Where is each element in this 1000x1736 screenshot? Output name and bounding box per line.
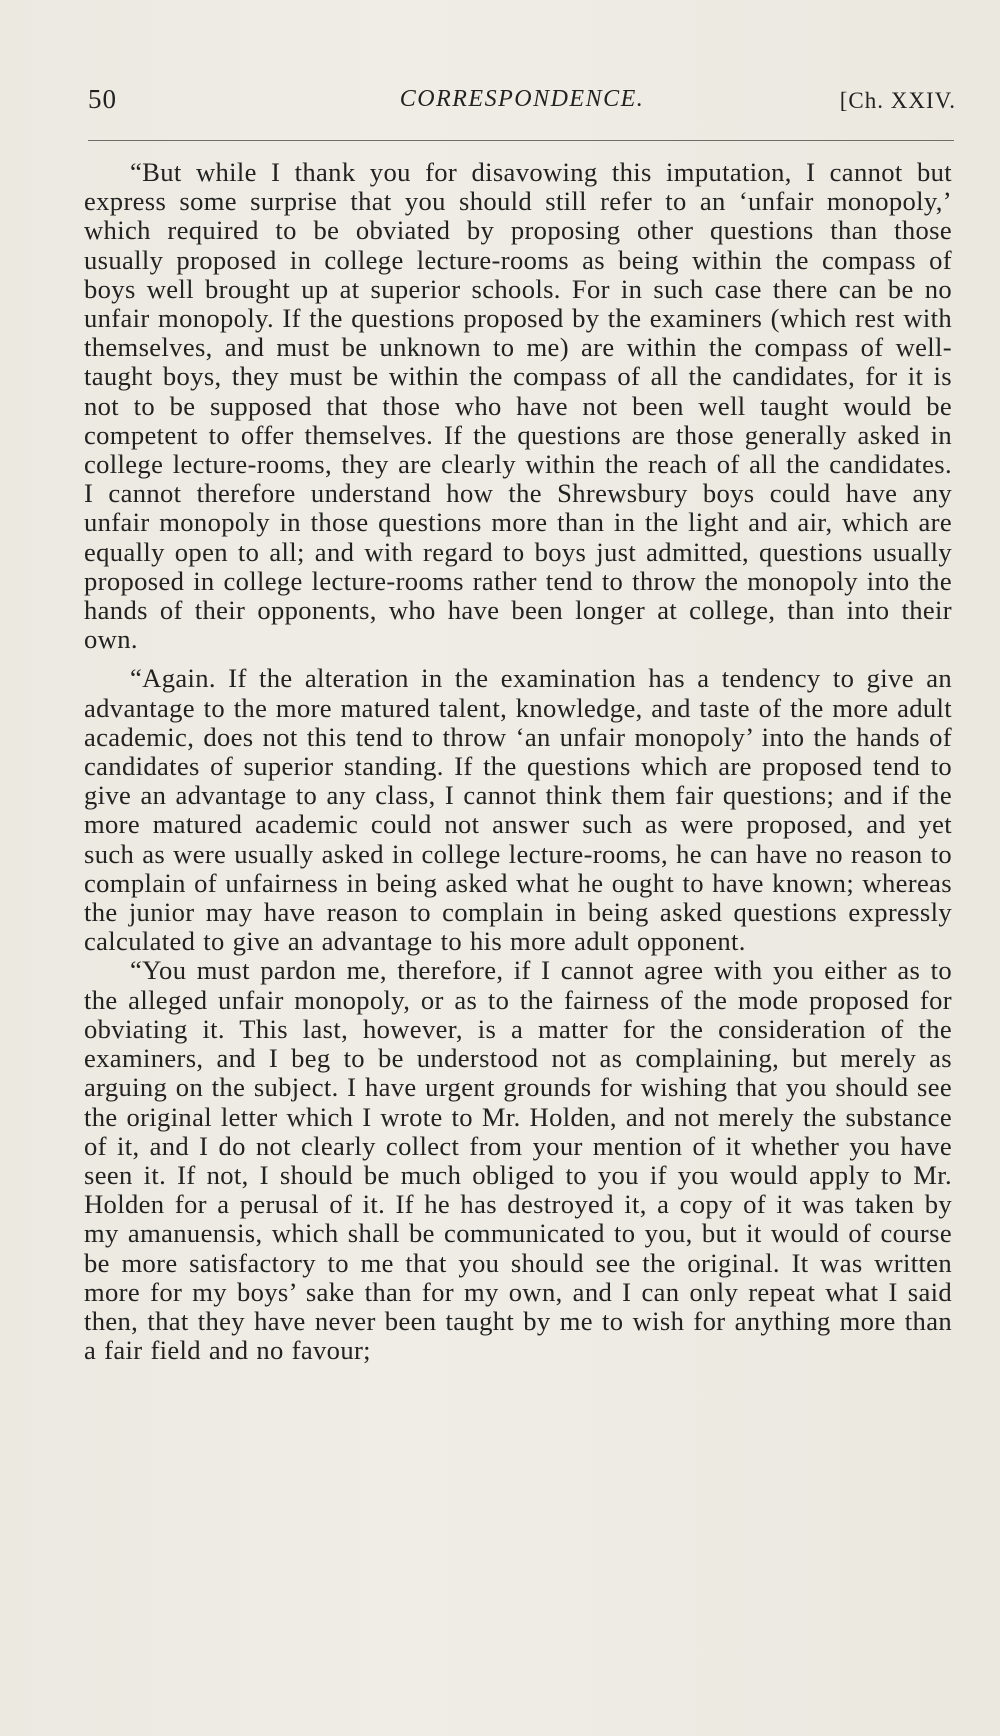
page-number: 50 bbox=[88, 84, 117, 114]
paragraph-3: “You must pardon me, therefore, if I cannot agree with you either as to the alleged unfair monopoly, or as to the fairness of the mode proposed for obviating it. This last, however, is a matter for the consideration of the examiners, and I beg to be understood not as complaining, but merely as arguing on the subject. I have urgent grounds for wishing that you should see the original letter which I wrote to Mr. Holden, and not merely the substance of it, and I do not clearly collect from your mention of it whether you have seen it. If not, I should be much obliged to you if you would apply to Mr. Holden for a perusal of it. If he has destroyed it, a copy of it was taken by my amanuensis, which shall be communicated to you, but it would of course be more satisfactory to me that you should see the original. It was written more for my boys’ sake than for my own, and I can only repeat what I said then, that they have never been taught by me to wish for anything more than a fair field and no favour; bbox=[84, 955, 952, 1366]
body-text bbox=[84, 158, 952, 1365]
paragraph-2: “Again. If the alteration in the examination has a tendency to give an advantage to the more matured talent, knowledge, and taste of the more adult academic, does not this tend to throw ‘an unfair monopoly’ into the hands of candidates of superior standing. If the questions which are proposed tend to give an advantage to any class, I cannot think them fair questions; and if the more matured academic could not answer such as were proposed, and yet such as were usually asked in college lecture-rooms, he can have no reason to complain of unfairness in being asked what he ought to have known; whereas the junior may have reason to complain in being asked questions expressly calculated to give an advantage to his more adult opponent. bbox=[84, 663, 952, 957]
page-header bbox=[88, 84, 956, 124]
chapter-reference: [Ch. XXIV. bbox=[839, 88, 956, 113]
paragraph-1: “But while I thank you for disavowing this imputation, I cannot but express some surprise that you should still refer to an ‘unfair monopoly,’ which required to be obviated by proposing other questions than those usually proposed in college lecture-rooms as being within the compass of boys well brought up at superior schools. For in such case there can be no unfair monopoly. If the questions proposed by the examiners (which rest with themselves, and must be unknown to me) are within the compass of well-taught boys, they must be within the compass of all the candidates, for it is not to be supposed that those who have not been well taught would be competent to offer themselves. If the questions are those generally asked in college lecture-rooms, they are clearly within the reach of all the candidates. I cannot therefore understand how the Shrewsbury boys could have any unfair monopoly in those questions more than in the light and air, which are equally open to all; and with regard to boys just admitted, questions usually proposed in college lecture-rooms rather tend to throw the monopoly into the hands of their opponents, who have been longer at college, than into their own. bbox=[84, 157, 952, 655]
running-title: CORRESPONDENCE. bbox=[399, 86, 645, 112]
header-rule bbox=[88, 140, 954, 141]
